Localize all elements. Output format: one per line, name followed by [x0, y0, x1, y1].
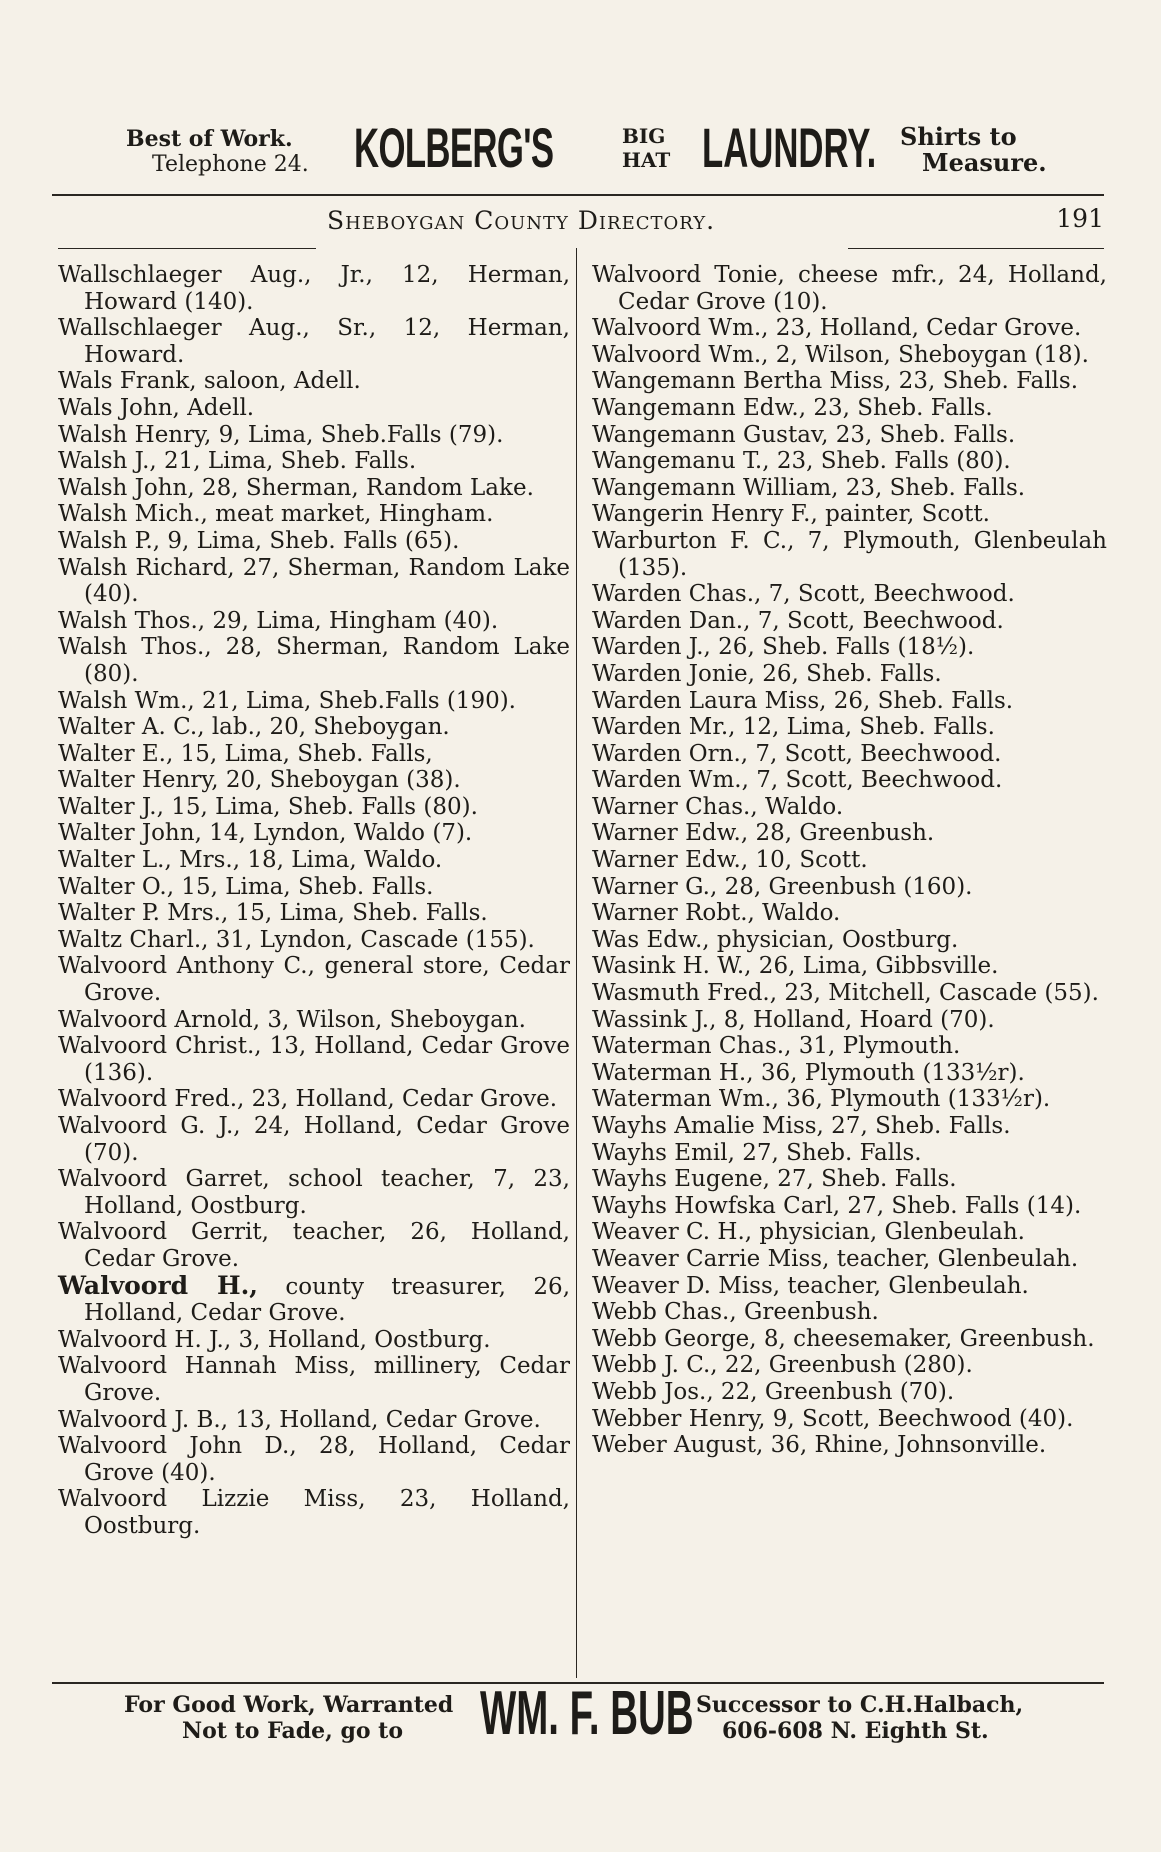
ad-bottom-left-line2: Not to Fade, go to — [182, 1718, 404, 1744]
bold-entry-name: Walvoord H., — [58, 1270, 258, 1300]
ad-top-right-line1: Shirts to — [900, 122, 1017, 151]
directory-entry: Webb George, 8, cheesemaker, Greenbush. — [592, 1325, 1095, 1352]
directory-entry: Walter J., 15, Lima, Sheb. Falls (80). — [58, 793, 478, 820]
directory-entry: Wangemann Edw., 23, Sheb. Falls. — [592, 394, 993, 421]
directory-entry: Waltz Charl., 31, Lyndon, Cascade (155). — [58, 926, 535, 953]
directory-entry: Walvoord Christ., 13, Holland, Cedar Grove (136). — [58, 1033, 570, 1086]
directory-entry: Walvoord G. J., 24, Holland, Cedar Grove (70). — [58, 1113, 570, 1166]
left-column — [58, 262, 570, 1540]
directory-entry: Walvoord H. J., 3, Holland, Oostburg. — [58, 1326, 491, 1353]
directory-entry: Walvoord Hannah Miss, millinery, Cedar Grove. — [58, 1353, 570, 1406]
directory-entry: Walvoord Tonie, cheese mfr., 24, Holland, Cedar Grove (10). — [592, 262, 1107, 315]
directory-entry: Wangemann Bertha Miss, 23, Sheb. Falls. — [592, 368, 1079, 395]
ad-top-brand-small-line2: HAT — [622, 148, 671, 172]
directory-entry: Warden Dan., 7, Scott, Beechwood. — [592, 607, 1004, 634]
directory-entry: Warden Jonie, 26, Sheb. Falls. — [592, 660, 942, 687]
directory-entry: Wallschlaeger Aug., Sr., 12, Herman, Howard. — [58, 315, 570, 368]
ad-top-right-line2: Measure. — [922, 148, 1047, 177]
top-rule — [52, 194, 1104, 196]
directory-entry: Walsh Henry, 9, Lima, Sheb.Falls (79). — [58, 421, 504, 448]
directory-entry: Weber August, 36, Rhine, Johnsonville. — [592, 1432, 1047, 1459]
directory-entry: Warner Chas., Waldo. — [592, 793, 844, 820]
directory-entry: Walter O., 15, Lima, Sheb. Falls. — [58, 873, 434, 900]
directory-entry: Waterman Wm., 36, Plymouth (133½r). — [592, 1086, 1051, 1113]
directory-entry: Walsh Thos., 28, Sherman, Random Lake (80). — [58, 634, 570, 687]
directory-entry: Warden J., 26, Sheb. Falls (18½). — [592, 634, 975, 661]
ad-bottom-brand: WM. F. BUB — [480, 1679, 694, 1748]
directory-entry: Walvoord Wm., 23, Holland, Cedar Grove. — [592, 315, 1082, 342]
directory-entry: Warden Laura Miss, 26, Sheb. Falls. — [592, 687, 1014, 714]
directory-entry: Walvoord Gerrit, teacher, 26, Holland, Cedar Grove. — [58, 1219, 570, 1272]
directory-entry: Wasmuth Fred., 23, Mitchell, Cascade (55). — [592, 980, 1099, 1007]
directory-entry: Wayhs Eugene, 27, Sheb. Falls. — [592, 1166, 957, 1193]
directory-entry: Walsh Thos., 29, Lima, Hingham (40). — [58, 607, 499, 634]
header-rule-left — [58, 248, 316, 249]
directory-entry: Wangerin Henry F., painter, Scott. — [592, 501, 990, 528]
ad-bottom-left-line1: For Good Work, Warranted — [124, 1692, 454, 1718]
ad-top-brand1: KOLBERG'S — [354, 116, 554, 179]
directory-entry: Webber Henry, 9, Scott, Beechwood (40). — [592, 1405, 1074, 1432]
directory-entry: Webb Chas., Greenbush. — [592, 1299, 879, 1326]
directory-entry: Waterman Chas., 31, Plymouth. — [592, 1033, 961, 1060]
directory-entry: Walvoord Wm., 2, Wilson, Sheboygan (18). — [592, 341, 1089, 368]
directory-entry: Walvoord H., county treasurer, 26, Holland, Cedar Grove. — [58, 1270, 570, 1327]
directory-entry: Webb J. C., 22, Greenbush (280). — [592, 1352, 973, 1379]
directory-entry: Wayhs Emil, 27, Sheb. Falls. — [592, 1139, 922, 1166]
directory-entry: Walvoord Arnold, 3, Wilson, Sheboygan. — [58, 1006, 526, 1033]
directory-entry: Weaver Carrie Miss, teacher, Glenbeulah. — [592, 1245, 1079, 1272]
directory-entry: Weaver D. Miss, teacher, Glenbeulah. — [592, 1272, 1029, 1299]
directory-entry: Walvoord Fred., 23, Holland, Cedar Grove. — [58, 1086, 558, 1113]
directory-entry: Wassink J., 8, Holland, Hoard (70). — [592, 1006, 995, 1033]
directory-entry: Wayhs Howfska Carl, 27, Sheb. Falls (14). — [592, 1192, 1082, 1219]
directory-entry: Walsh John, 28, Sherman, Random Lake. — [58, 474, 534, 501]
directory-entry: Warner Edw., 28, Greenbush. — [592, 820, 935, 847]
directory-entry: Wallschlaeger Aug., Jr., 12, Herman, Howard (140). — [58, 262, 570, 315]
directory-entry: Was Edw., physician, Oostburg. — [592, 926, 959, 953]
directory-entry: Warner Edw., 10, Scott. — [592, 847, 868, 874]
directory-entry: Waterman H., 36, Plymouth (133½r). — [592, 1059, 1025, 1086]
directory-entry: Walter A. C., lab., 20, Sheboygan. — [58, 714, 450, 741]
column-divider — [576, 248, 577, 1678]
bottom-advertisement — [52, 1679, 1104, 1760]
right-column — [592, 262, 1107, 1459]
page-number: 191 — [1056, 204, 1104, 233]
directory-entry: Warden Mr., 12, Lima, Sheb. Falls. — [592, 714, 995, 741]
directory-entry: Walsh Richard, 27, Sherman, Random Lake (40). — [58, 554, 570, 608]
directory-entry: Walvoord Lizzie Miss, 23, Holland, Oostburg. — [58, 1486, 570, 1539]
ad-bottom-right-line2: 606-608 N. Eighth St. — [722, 1718, 989, 1744]
header-rule-right — [848, 248, 1104, 249]
directory-entry: Walvoord Anthony C., general store, Cedar Grove. — [58, 953, 570, 1007]
directory-entry: Walsh Mich., meat market, Hingham. — [58, 501, 494, 528]
directory-entry: Warner G., 28, Greenbush (160). — [592, 873, 973, 900]
directory-entry: Webb Jos., 22, Greenbush (70). — [592, 1378, 955, 1405]
ad-top-left-line1: Best of Work. — [126, 126, 293, 152]
page-title: Sheboygan County Directory. — [327, 206, 716, 235]
directory-entry: Walter John, 14, Lyndon, Waldo (7). — [58, 820, 473, 847]
top-advertisement — [52, 118, 1052, 188]
directory-entry: Wals Frank, saloon, Adell. — [58, 368, 361, 395]
directory-entry: Walvoord Garret, school teacher, 7, 23, Holland, Oostburg. — [58, 1166, 570, 1219]
directory-entry: Walvoord J. B., 13, Holland, Cedar Grove. — [58, 1406, 541, 1433]
directory-entry: Warden Chas., 7, Scott, Beechwood. — [592, 581, 1015, 608]
directory-entry: Walter Henry, 20, Sheboygan (38). — [58, 767, 461, 794]
directory-entry: Walter E., 15, Lima, Sheb. Falls, — [58, 740, 433, 767]
ad-top-brand-small-line1: BIG — [622, 124, 666, 148]
directory-entry: Wangemann Gustav, 23, Sheb. Falls. — [592, 421, 1016, 448]
ad-bottom-right-line1: Successor to C.H.Halbach, — [696, 1692, 1024, 1718]
directory-entry: Warner Robt., Waldo. — [592, 900, 841, 927]
directory-entry: Wangemanu T., 23, Sheb. Falls (80). — [592, 448, 1011, 475]
directory-entry: Wasink H. W., 26, Lima, Gibbsville. — [592, 953, 999, 980]
directory-entry: Walter L., Mrs., 18, Lima, Waldo. — [58, 847, 443, 874]
ad-top-brand2: LAUNDRY. — [702, 116, 877, 179]
directory-entry: Warden Wm., 7, Scott, Beechwood. — [592, 767, 1003, 794]
directory-entry: Wayhs Amalie Miss, 27, Sheb. Falls. — [592, 1113, 1011, 1139]
directory-entry: Walter P. Mrs., 15, Lima, Sheb. Falls. — [58, 900, 488, 927]
directory-entry: Warburton F. C., 7, Plymouth, Glenbeulah (135). — [592, 527, 1107, 581]
directory-entry: Walsh Wm., 21, Lima, Sheb.Falls (190). — [58, 687, 516, 714]
ad-top-left-line2: Telephone 24. — [152, 152, 309, 177]
directory-entry: Weaver C. H., physician, Glenbeulah. — [592, 1219, 1025, 1246]
directory-entry: Wals John, Adell. — [58, 394, 255, 421]
ad-top-brand-small — [622, 124, 670, 172]
directory-entry: Wangemann William, 23, Sheb. Falls. — [592, 474, 1026, 501]
directory-entry: Walsh P., 9, Lima, Sheb. Falls (65). — [58, 527, 460, 554]
directory-entry: Walsh J., 21, Lima, Sheb. Falls. — [58, 448, 417, 475]
directory-entry: Warden Orn., 7, Scott, Beechwood. — [592, 740, 1002, 767]
directory-entry: Walvoord John D., 28, Holland, Cedar Grove (40). — [58, 1433, 570, 1486]
page-header — [52, 200, 1104, 240]
